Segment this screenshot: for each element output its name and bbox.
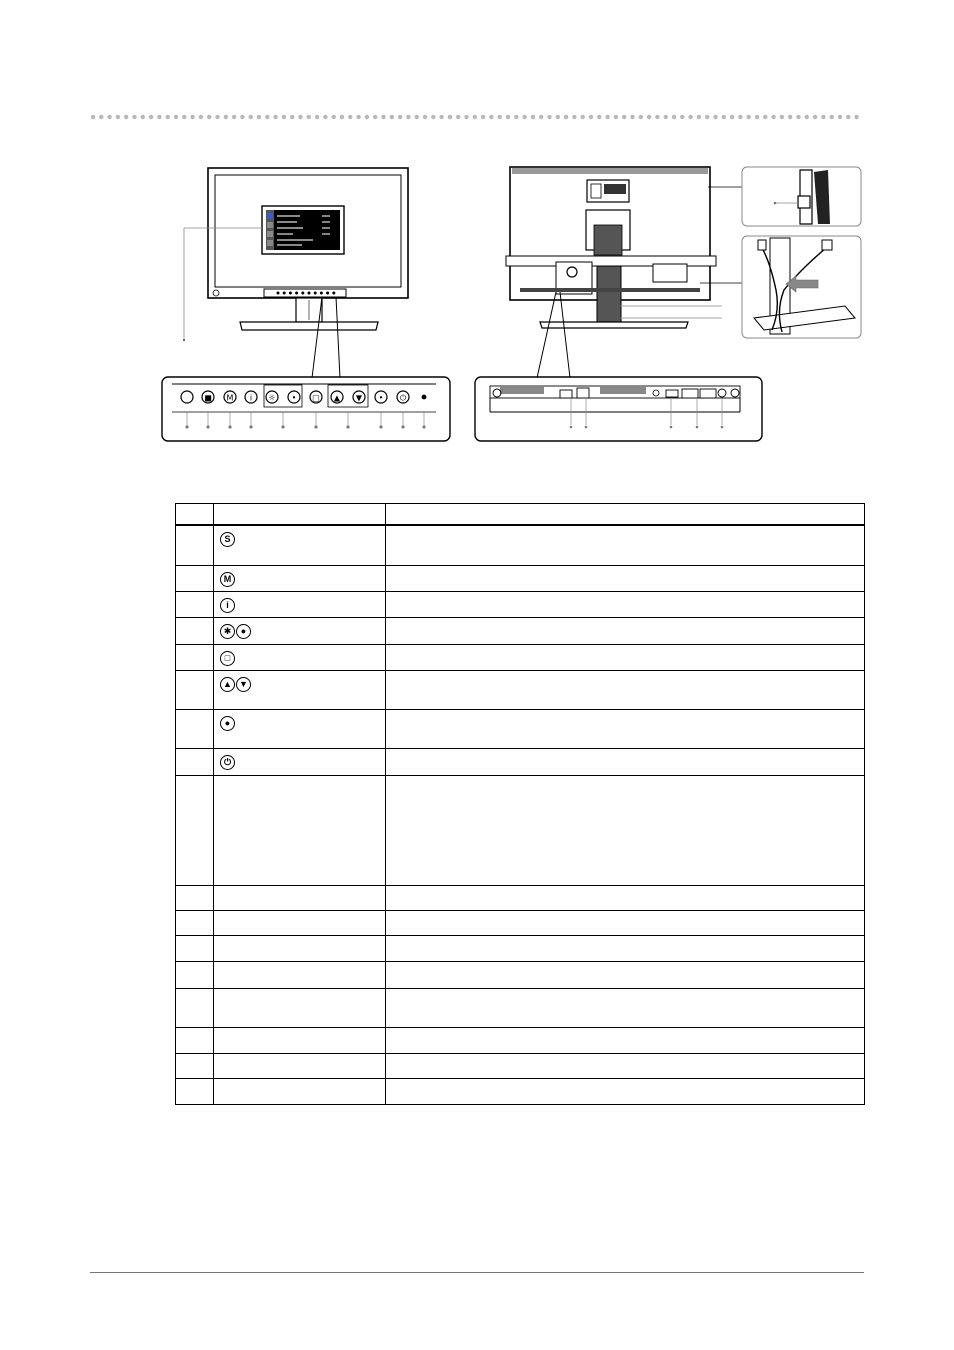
row-description-cell: [386, 670, 865, 709]
callout-number-dot: [347, 426, 350, 429]
m-button-icon-glyph: M: [226, 393, 234, 403]
front-strip-button: [289, 292, 292, 295]
row-description-cell: [386, 709, 865, 748]
table-row: [176, 885, 865, 910]
brightness-button-icon-glyph: ☼: [268, 393, 276, 403]
header-cell: [386, 504, 865, 526]
front-strip-button: [308, 292, 311, 295]
table-row: [176, 935, 865, 961]
callout-number-dot: [402, 426, 405, 429]
row-name-cell: [214, 644, 386, 670]
front-strip-button: [301, 292, 304, 295]
monitor-icon: [267, 231, 273, 237]
row-name-cell: [214, 775, 386, 885]
table-row: [176, 709, 865, 748]
adjust-icon: [267, 213, 273, 219]
row-description-cell: [386, 775, 865, 885]
row-name-cell: [214, 1027, 386, 1053]
table-row: [176, 988, 865, 1027]
enter-button-icon-glyph: •: [378, 393, 384, 403]
circle-outline-icon: [181, 391, 193, 403]
row-number-cell: [176, 988, 214, 1027]
table-row: [176, 670, 865, 709]
row-description-cell: [386, 591, 865, 617]
row-name-cell: [214, 709, 386, 748]
callout-number-dot: [380, 426, 383, 429]
power-button-icon: ⏻: [220, 755, 235, 770]
row-description-cell: [386, 961, 865, 988]
monitor-back-view: [475, 167, 762, 441]
table-row: [176, 644, 865, 670]
front-strip-button: [314, 292, 317, 295]
row-number-cell: [176, 565, 214, 591]
osd-menu-screen: [262, 206, 344, 254]
callout-number-dot: [423, 426, 426, 429]
front-strip-button: [332, 292, 335, 295]
up-down-arrow-icon: ▼: [236, 677, 251, 692]
row-number-cell: [176, 525, 214, 565]
row-name-cell: [214, 1053, 386, 1078]
row-name-cell: [214, 885, 386, 910]
row-number-cell: [176, 748, 214, 775]
indicator-led-icon: [422, 395, 426, 399]
row-name-cell: [214, 565, 386, 591]
dot-button-icon-glyph: •: [291, 393, 297, 403]
row-number-cell: [176, 1053, 214, 1078]
table-row: [176, 910, 865, 935]
row-number-cell: [176, 591, 214, 617]
row-number-cell: [176, 961, 214, 988]
row-description-cell: [386, 910, 865, 935]
row-number-cell: [176, 670, 214, 709]
front-strip-button: [277, 292, 280, 295]
down-arrow-button-icon-glyph: ▼: [355, 393, 363, 403]
table-row: [176, 525, 865, 565]
table-row: [176, 1027, 865, 1053]
monitor-illustration: [0, 0, 954, 470]
info-button-icon: i: [220, 598, 235, 613]
callout-number-dot: [250, 426, 253, 429]
m-button-icon: M: [220, 572, 235, 587]
table-header-row: [176, 504, 865, 526]
up-down-arrow-icon: ▲: [220, 677, 235, 692]
row-description-cell: [386, 748, 865, 775]
up-arrow-button-icon-glyph: ▲: [333, 393, 341, 403]
s-button-icon: S: [220, 532, 235, 547]
row-description-cell: [386, 885, 865, 910]
row-name-cell: [214, 910, 386, 935]
row-description-cell: [386, 644, 865, 670]
table-row: [176, 748, 865, 775]
cable-holder-detail-inset: [742, 236, 861, 338]
info-icon: [267, 240, 273, 246]
header-cell: [214, 504, 386, 526]
table-row: [176, 591, 865, 617]
parts-table: [175, 503, 865, 1105]
row-description-cell: [386, 1078, 865, 1104]
callout-number-dot: [315, 426, 318, 429]
table-row: [176, 617, 865, 644]
row-name-cell: [214, 525, 386, 565]
row-name-cell: [214, 748, 386, 775]
table-row: [176, 565, 865, 591]
brand-logo-plate: [604, 184, 626, 194]
front-strip-button: [295, 292, 298, 295]
power-button-icon-glyph: ⏻: [399, 393, 407, 403]
settings-icon: [267, 222, 273, 228]
row-number-cell: [176, 775, 214, 885]
row-description-cell: [386, 1053, 865, 1078]
row-name-cell: [214, 1078, 386, 1104]
square-button-icon: □: [220, 651, 235, 666]
row-number-cell: [176, 1078, 214, 1104]
brightness-dot-icon: ✱: [220, 624, 235, 639]
info-button-icon-glyph: i: [249, 393, 253, 403]
brightness-dot-icon: ●: [236, 624, 251, 639]
table-row: [176, 775, 865, 885]
callout-number-dot: [207, 426, 210, 429]
square-button-icon-glyph: □: [312, 393, 320, 403]
row-number-cell: [176, 709, 214, 748]
row-description-cell: [386, 565, 865, 591]
row-description-cell: [386, 525, 865, 565]
s-button-icon-glyph: ■: [204, 393, 212, 403]
front-strip-button: [283, 292, 286, 295]
row-name-cell: [214, 935, 386, 961]
row-name-cell: [214, 591, 386, 617]
row-number-cell: [176, 617, 214, 644]
row-name-cell: [214, 617, 386, 644]
callout-number-dot: [186, 426, 189, 429]
row-number-cell: [176, 1027, 214, 1053]
footer-rule: [90, 1272, 864, 1273]
row-name-cell: [214, 670, 386, 709]
row-number-cell: [176, 910, 214, 935]
front-strip-button: [320, 292, 323, 295]
row-description-cell: [386, 1027, 865, 1053]
front-strip-button: [326, 292, 329, 295]
callout-number-dot: [229, 426, 232, 429]
row-number-cell: [176, 885, 214, 910]
row-number-cell: [176, 935, 214, 961]
enter-button-icon: ●: [220, 716, 235, 731]
table-row: [176, 961, 865, 988]
row-number-cell: [176, 644, 214, 670]
row-name-cell: [214, 988, 386, 1027]
table-row: [176, 1053, 865, 1078]
row-description-cell: [386, 935, 865, 961]
monitor-front-view: [162, 168, 450, 441]
usb-side-detail-inset: [742, 167, 861, 226]
callout-number-dot: [282, 426, 285, 429]
table-row: [176, 1078, 865, 1104]
row-description-cell: [386, 617, 865, 644]
row-description-cell: [386, 988, 865, 1027]
row-name-cell: [214, 961, 386, 988]
header-cell: [176, 504, 214, 526]
